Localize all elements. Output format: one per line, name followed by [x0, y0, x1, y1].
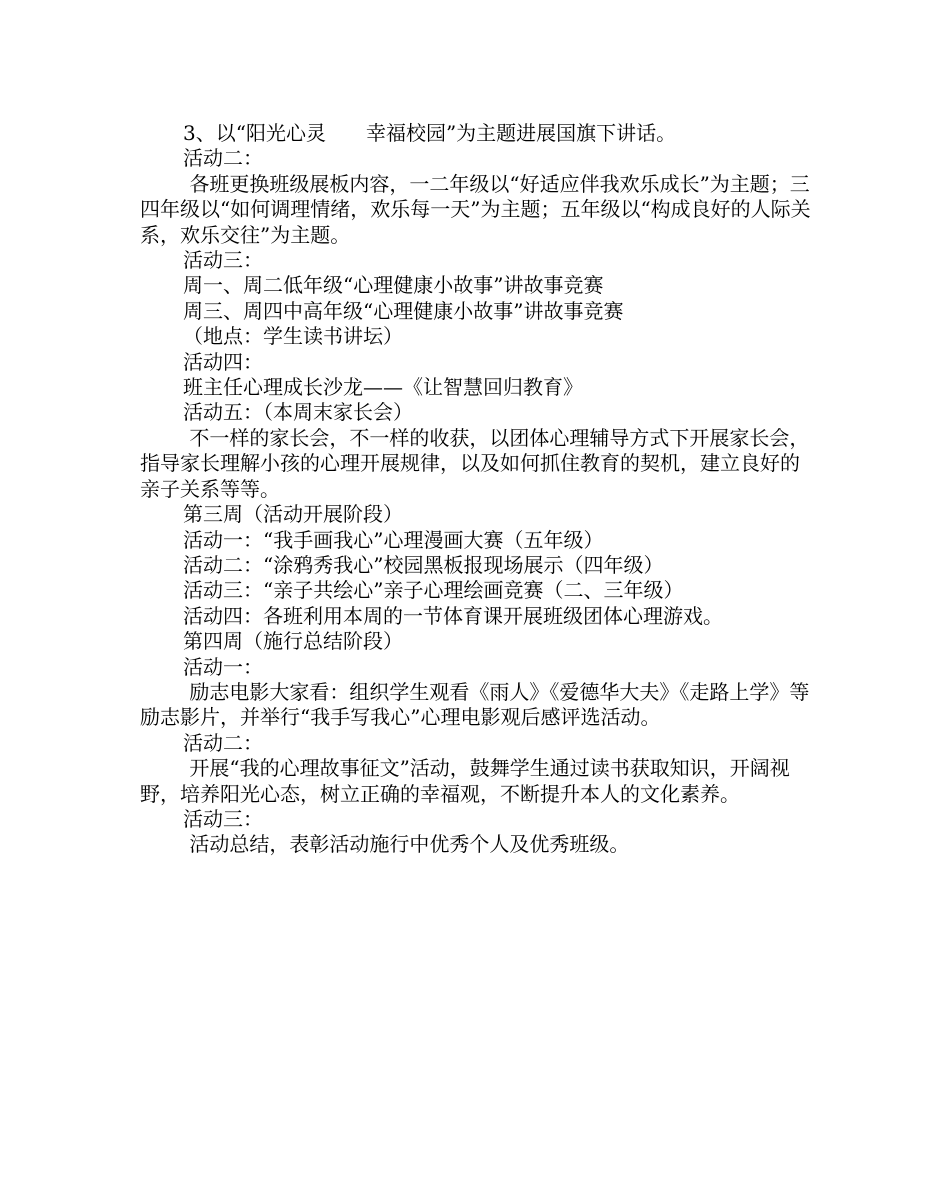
paragraph-location: （地点：学生读书讲坛）	[183, 324, 403, 349]
paragraph-class-board: 各班更换班级展板内容，一二年级以“好适应伴我欢乐成长”为主题；三四年级以“如何调理情绪，欢乐每一天”为主题；五年级以“构成良好的人际关系，欢乐交往”为主题。	[140, 171, 811, 247]
paragraph-teacher-salon: 班主任心理成长沙龙——《让智慧回归教育》	[183, 375, 583, 400]
paragraph-movie-watching: 励志电影大家看：组织学生观看《雨人》《爱德华大夫》《走路上学》等励志影片，并举行“我手写我心”心理电影观后感评选活动。	[140, 679, 810, 730]
heading-week-four-activity-three: 活动三：	[183, 806, 263, 831]
heading-week-four: 第四周（施行总结阶段）	[183, 629, 403, 654]
paragraph-low-grade-contest: 周一、周二低年级“心理健康小故事”讲故事竞赛	[183, 273, 604, 298]
paragraph-blackboard-show: 活动二：“涂鸦秀我心”校园黑板报现场展示（四年级）	[183, 552, 664, 577]
heading-activity-five: 活动五：（本周末家长会）	[183, 400, 413, 425]
paragraph-parent-child-drawing: 活动三：“亲子共绘心”亲子心理绘画竞赛（二、三年级）	[183, 578, 684, 603]
heading-activity-two: 活动二：	[183, 146, 263, 171]
paragraph-parent-meeting: 不一样的家长会，不一样的收获，以团体心理辅导方式下开展家长会，指导家长理解小孩的心理开展规律，以及如何抓住教育的契机，建立良好的亲子关系等等。	[140, 425, 810, 501]
paragraph-comic-contest: 活动一：“我手画我心”心理漫画大赛（五年级）	[183, 527, 604, 552]
heading-activity-three: 活动三：	[183, 248, 263, 273]
heading-week-four-activity-one: 活动一：	[183, 654, 263, 679]
paragraph-summary: 活动总结，表彰活动施行中优秀个人及优秀班级。	[183, 832, 630, 857]
paragraph-group-games: 活动四：各班利用本周的一节体育课开展班级团体心理游戏。	[183, 603, 723, 628]
document-body	[140, 121, 812, 858]
heading-activity-four: 活动四：	[183, 349, 263, 374]
heading-week-four-activity-two: 活动二：	[183, 730, 263, 755]
paragraph-essay-contest: 开展“我的心理故事征文”活动，鼓舞学生通过读书获取知识，开阔视野，培养阳光心态，树立正确的幸福观，不断提升本人的文化素养。	[140, 756, 790, 806]
paragraph-theme-speech: 3、以“阳光心灵 幸福校园”为主题进展国旗下讲话。	[183, 121, 677, 145]
paragraph-high-grade-contest: 周三、周四中高年级“心理健康小故事”讲故事竞赛	[183, 298, 624, 323]
heading-week-three: 第三周（活动开展阶段）	[183, 502, 403, 527]
